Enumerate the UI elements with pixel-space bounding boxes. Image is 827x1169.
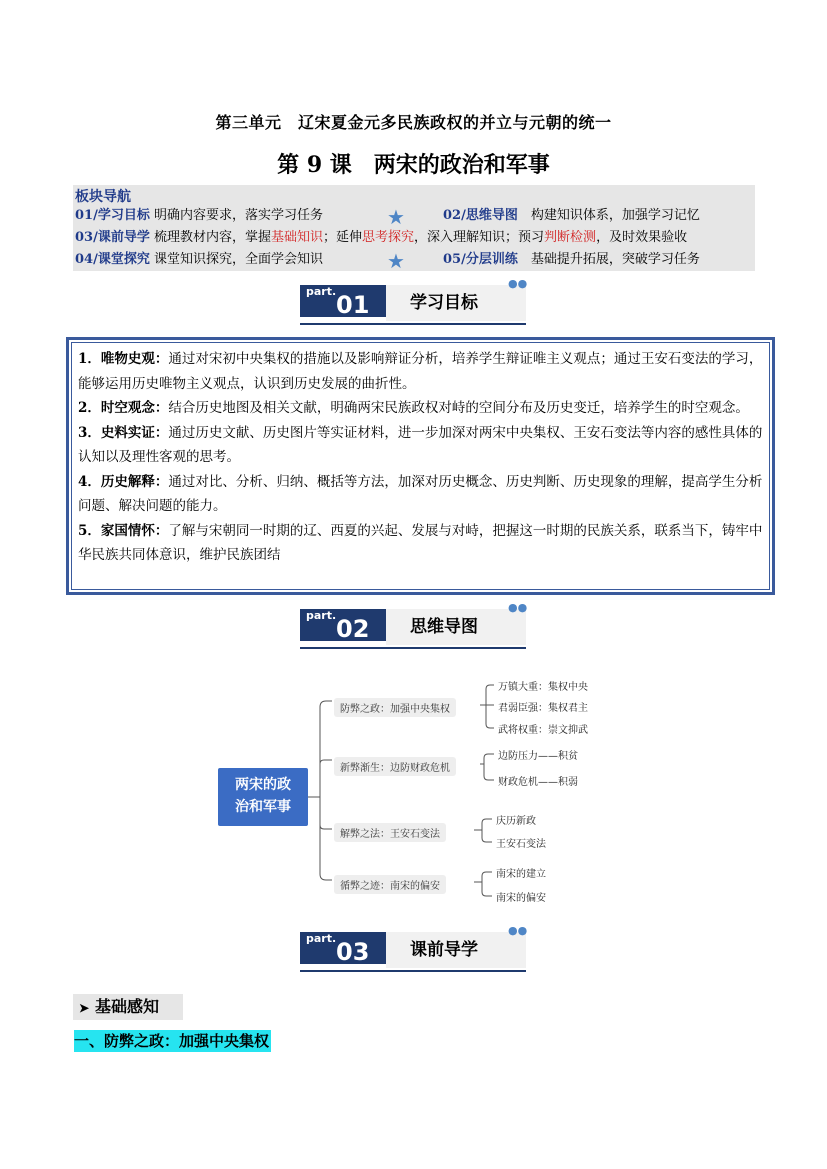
- lesson-title: 第 9 课 两宋的政治和军事: [277, 152, 550, 178]
- subsection-heading: 一、防弊之政：加强中央集权: [74, 1032, 270, 1050]
- part-01-banner: [300, 277, 528, 325]
- leaf-node: 王安石变法: [496, 839, 546, 850]
- nav-desc: 基础提升拓展，突破学习任务: [517, 252, 700, 267]
- part-number: 02: [336, 615, 370, 643]
- branch-node: 解弊之法：王安石变法: [334, 823, 446, 842]
- divider: [300, 647, 526, 649]
- objective-item: 2．时空观念：结合历史地图及相关文献，明确两宋民族政权对峙的空间分布及历史变迁，培养学生的时空观念。: [78, 400, 749, 416]
- section-label: 基础感知: [95, 997, 160, 1016]
- leaf-node: 南宋的偏安: [496, 893, 546, 904]
- nav-desc: 构建知识体系，加强学习记忆: [517, 208, 700, 223]
- nav-desc: 梳理教材内容，掌握: [149, 230, 271, 245]
- star-icon: ★: [387, 249, 405, 273]
- highlight-check: 判断检测: [544, 230, 597, 245]
- objective-item: 3．史料实证：通过历史文献、历史图片等实证材料，进一步加深对两宋中央集权、王安石变法等内容的感性具体的认知以及理性客观的思考。: [78, 424, 763, 465]
- part-tag: part.: [306, 285, 337, 298]
- leaf-node: 财政危机——积弱: [498, 777, 578, 788]
- part-badge: [300, 285, 386, 317]
- part-label: 学习目标: [386, 285, 526, 321]
- leaf-node: 武将权重：崇文抑武: [498, 725, 588, 736]
- part-tag: part.: [306, 609, 337, 622]
- part-03-banner: [300, 924, 528, 972]
- nav-row-3: [75, 250, 323, 270]
- highlight-basic: 基础知识: [270, 230, 323, 245]
- unit-title: 第三单元 辽宋夏金元多民族政权的并立与元朝的统一: [215, 113, 612, 132]
- leaf-node: 边防压力——积贫: [498, 751, 578, 762]
- part-number: 03: [336, 938, 370, 966]
- nav-row-3-right: [443, 250, 700, 270]
- leaf-node: 庆历新政: [496, 816, 536, 827]
- bubble-icon: ●●: [508, 601, 528, 614]
- leaf-node: 南宋的建立: [496, 869, 546, 880]
- star-icon: ★: [387, 205, 405, 229]
- objective-item: 5．家国情怀：了解与宋朝同一时期的辽、西夏的兴起、发展与对峙，把握这一时期的民族关系，联系当下，铸牢中华民族共同体意识，维护民族团结: [78, 522, 763, 563]
- leaf-node: 万镇大重：集权中央: [498, 682, 588, 693]
- nav-link-training[interactable]: 05/分层训练: [443, 252, 518, 267]
- part-number: 01: [336, 291, 370, 319]
- part-label: 课前导学: [386, 932, 526, 968]
- divider: [300, 970, 526, 972]
- nav-link-preview[interactable]: 03/课前导学: [75, 230, 150, 245]
- nav-link-inquiry[interactable]: 04/课堂探究: [75, 252, 150, 267]
- objective-item: 4．历史解释：通过对比、分析、归纳、概括等方法，加深对历史概念、历史判断、历史现象的理解，提高学生分析问题、解决问题的能力。: [78, 473, 763, 514]
- branch-node: 循弊之迹：南宋的偏安: [334, 875, 446, 894]
- nav-row-1: [75, 206, 323, 226]
- nav-link-objectives[interactable]: 01/学习目标: [75, 208, 150, 223]
- divider: [300, 323, 526, 325]
- bubble-icon: ●●: [508, 277, 528, 290]
- part-label: 思维导图: [386, 609, 526, 645]
- nav-desc: ；延伸: [323, 230, 363, 245]
- nav-heading: 板块导航: [75, 189, 131, 205]
- module-navigation: [73, 185, 755, 271]
- arrow-icon: ➤: [78, 1001, 90, 1015]
- highlight-think: 思考探究: [362, 230, 415, 245]
- learning-objectives-box: [66, 337, 775, 595]
- nav-desc: 课堂知识探究，全面学会知识: [149, 252, 323, 267]
- branch-node: 新弊渐生：边防财政危机: [334, 757, 456, 776]
- part-02-banner: [300, 601, 528, 649]
- part-badge: [300, 609, 386, 641]
- nav-desc: 明确内容要求，落实学习任务: [149, 208, 323, 223]
- nav-link-mindmap[interactable]: 02/思维导图: [443, 208, 518, 223]
- branch-node: 防弊之政：加强中央集权: [334, 698, 456, 717]
- section-heading-basic: [73, 994, 183, 1020]
- mind-map: [210, 670, 620, 910]
- nav-row-1-right: [443, 206, 700, 226]
- leaf-node: 君弱臣强：集权君主: [498, 703, 588, 714]
- part-badge: [300, 932, 386, 964]
- objective-item: 1．唯物史观：通过对宋初中央集权的措施以及影响辩证分析，培养学生辩证唯主义观点；通过王安石变法的学习，能够运用历史唯物主义观点，认识到历史发展的曲折性。: [78, 351, 763, 392]
- part-tag: part.: [306, 932, 337, 945]
- nav-row-2: [75, 228, 687, 248]
- bubble-icon: ●●: [508, 924, 528, 937]
- nav-desc: ，及时效果验收: [596, 230, 688, 245]
- nav-desc: ，深入理解知识；预习: [414, 230, 545, 245]
- mind-map-root: 两宋的政 治和军事: [218, 768, 308, 826]
